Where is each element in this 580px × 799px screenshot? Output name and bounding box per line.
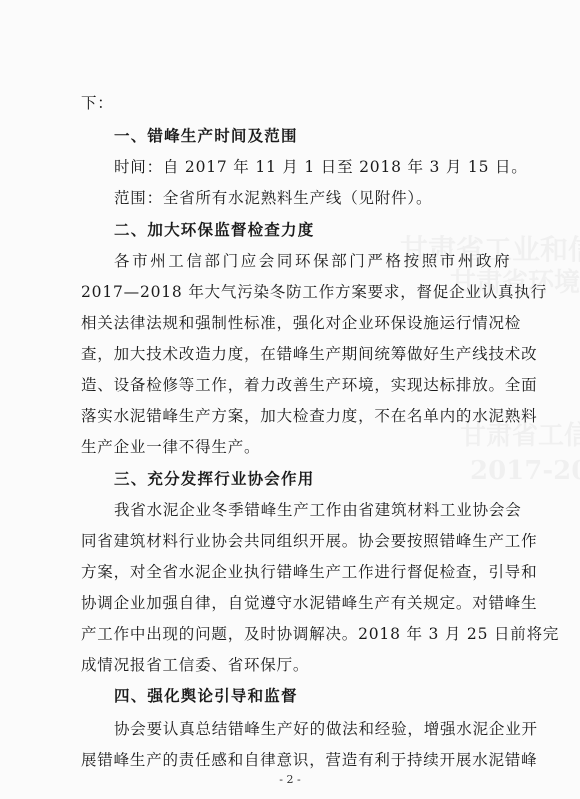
text-line: 相关法律法规和强制性标准，强化对企业环保设施运行情况检 (81, 314, 522, 332)
text-line: 同省建筑材料行业协会共同组织开展。协会要按照错峰生产工作 (81, 532, 538, 550)
text-line: 各市州工信部门应会同环保部门严格按照市州政府 (114, 252, 513, 270)
text-line: 成情况报省工信委、省环保厅。 (81, 656, 310, 674)
section-heading-1: 一、错峰生产时间及范围 (114, 127, 298, 145)
text-line: 方案，对全省水泥企业执行错峰生产工作进行督促检查，引导和 (81, 563, 538, 581)
section-heading-4: 四、强化舆论引导和监督 (114, 687, 298, 705)
text-line: 协会要认真总结错峰生产好的做法和经验，增强水泥企业开 (114, 720, 538, 738)
text-line: 查，加大技术改造力度，在错峰生产期间统筹做好生产线技术改 (81, 345, 538, 363)
section-heading-2: 二、加大环保监督检查力度 (114, 221, 315, 239)
text-line-scope: 范围：全省所有水泥熟料生产线（见附件）。 (114, 189, 433, 207)
text-line: 下： (81, 94, 114, 112)
text-line: 造、设备检修等工作，着力改善生产环境，实现达标排放。全面 (81, 376, 538, 394)
text-line: 落实水泥错峰生产方案，加大检查力度，不在名单内的水泥熟料 (81, 407, 538, 425)
text-line: 展错峰生产的责任感和自律意识，营造有利于持续开展水泥错峰 (81, 751, 538, 769)
text-line: 生产企业一律不得生产。 (81, 438, 261, 456)
section-heading-3: 三、充分发挥行业协会作用 (114, 470, 315, 488)
text-line: 我省水泥企业冬季错峰生产工作由省建筑材料工业协会会 (114, 501, 522, 519)
text-line: 产工作中出现的问题，及时协调解决。2018 年 3 月 25 日前将完 (81, 625, 560, 643)
text-line: 2017—2018 年大气污染冬防工作方案要求，督促企业认真执行 (81, 283, 547, 301)
page-number: - 2 - (279, 773, 301, 786)
text-line: 协调企业加强自律，自觉遵守水泥错峰生产有关规定。对错峰生 (81, 594, 538, 612)
text-line-time: 时间：自 2017 年 11 月 1 日至 2018 年 3 月 15 日。 (114, 158, 528, 176)
bleed-through-watermark (470, 450, 580, 487)
